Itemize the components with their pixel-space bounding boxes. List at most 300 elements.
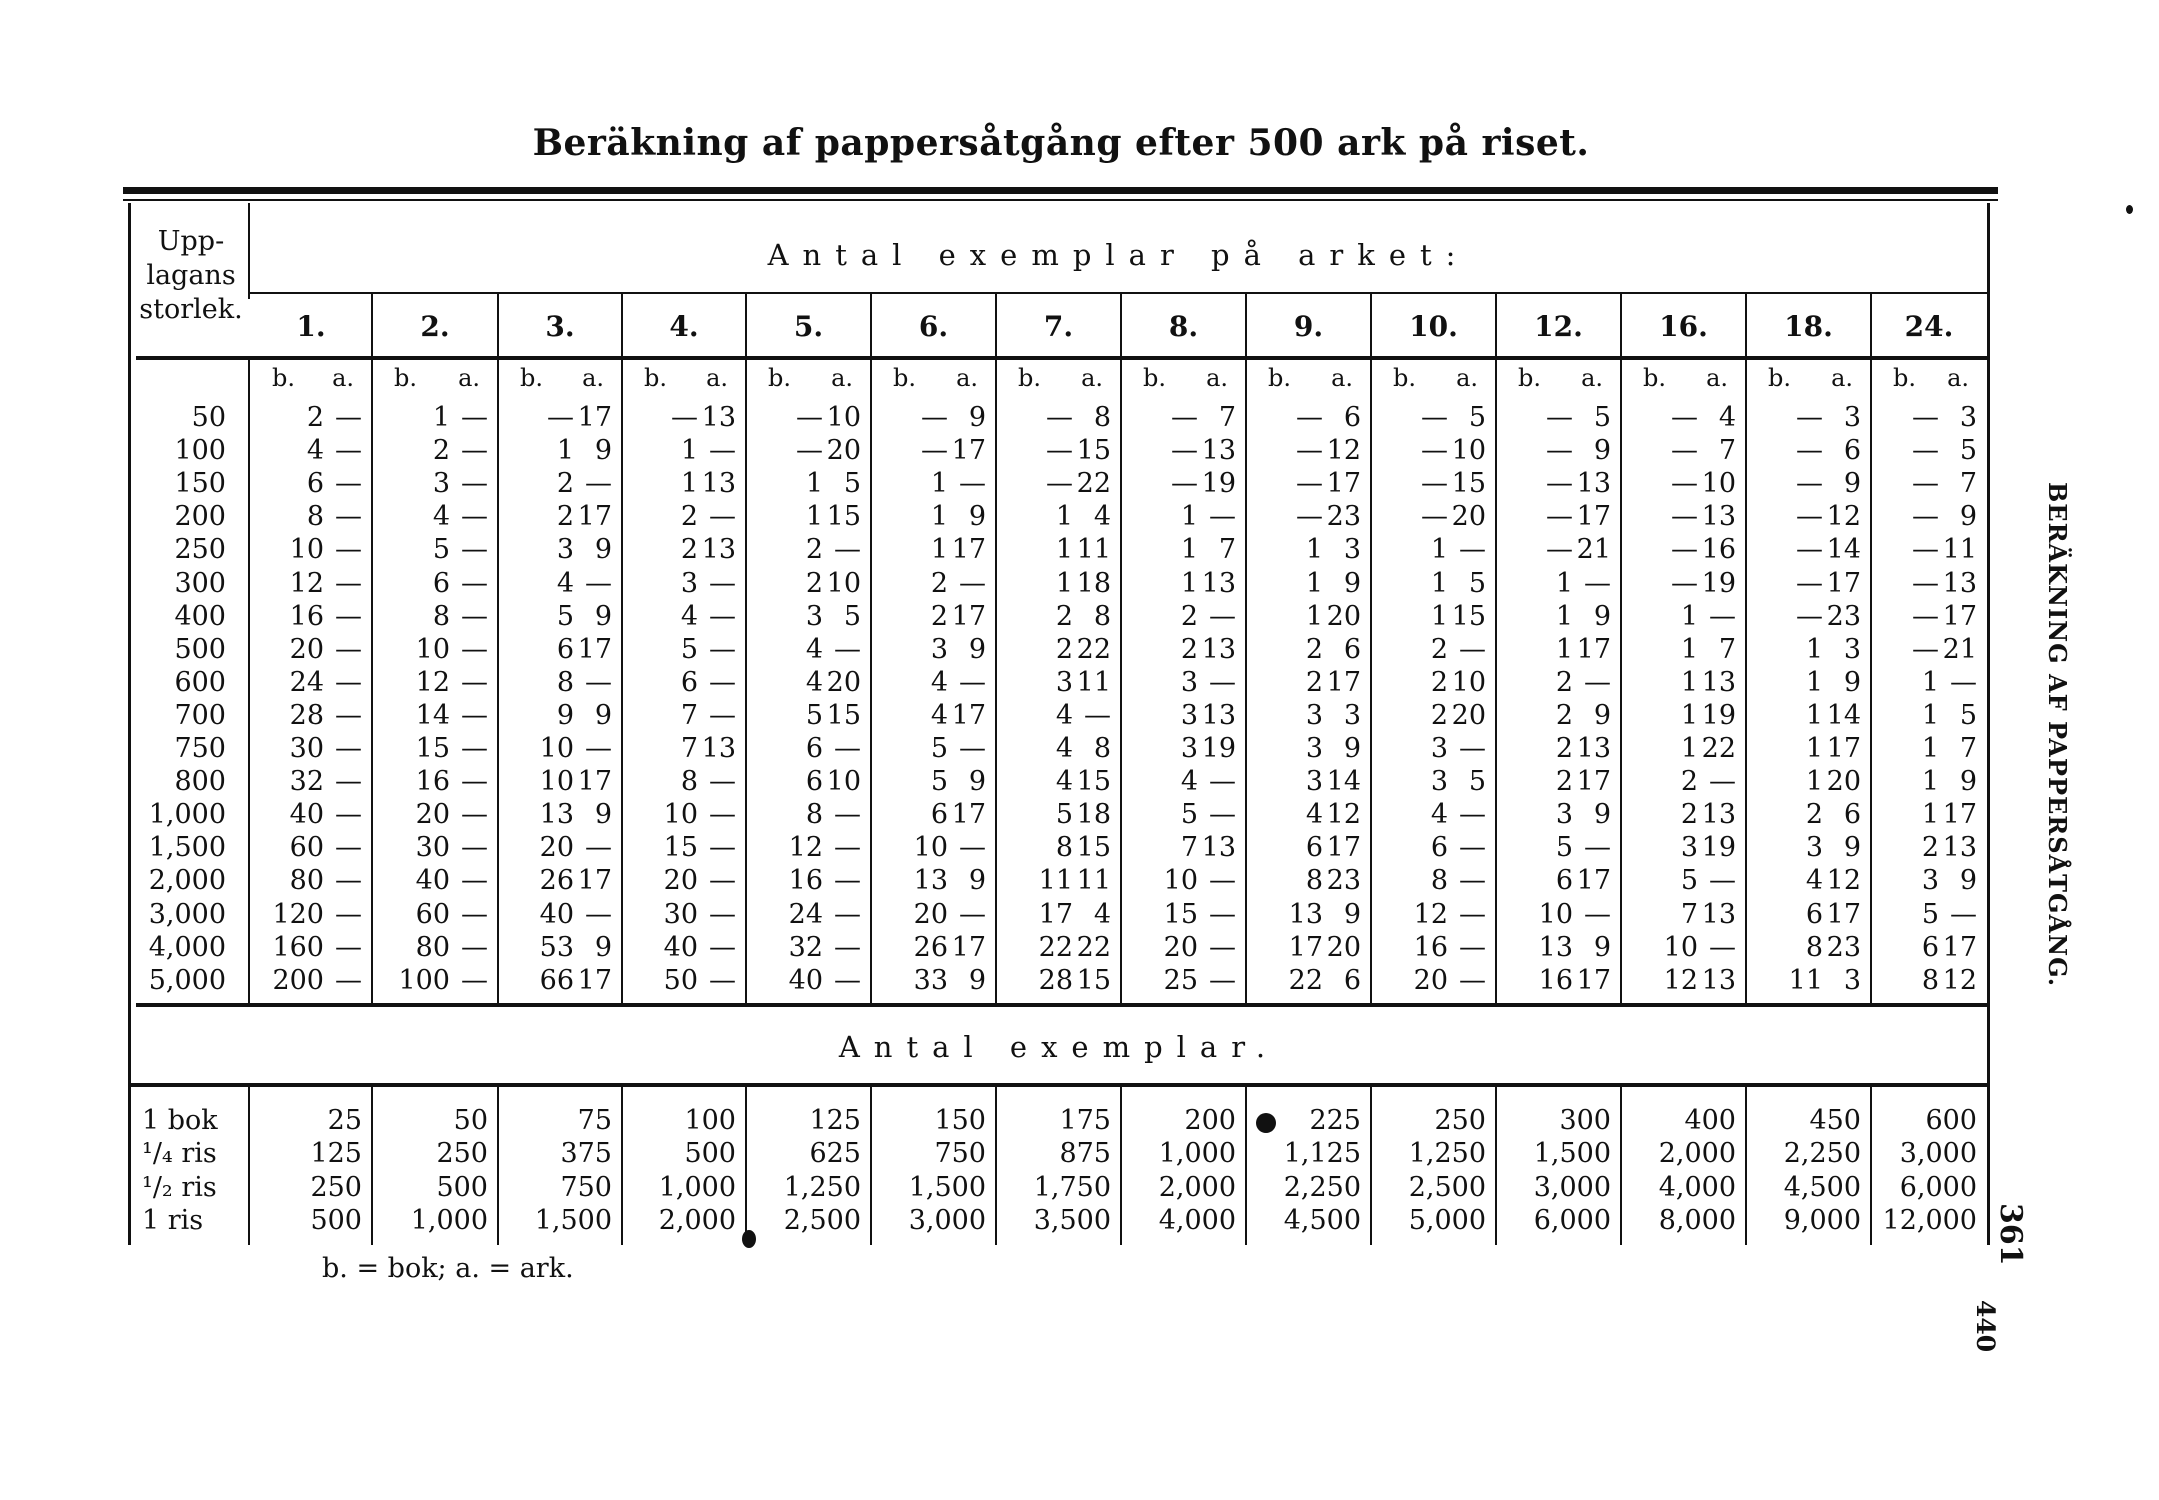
bottom-cell: 2,250 xyxy=(1283,1172,1361,1203)
bottom-cell: 1,000 xyxy=(410,1205,488,1236)
cell-ark: — xyxy=(959,468,986,499)
table-cell xyxy=(498,401,622,434)
column-number: 2. xyxy=(420,310,450,343)
cell-ark: — xyxy=(335,733,362,764)
cell-ark: — xyxy=(335,534,362,565)
cell-ark: 3 xyxy=(1959,402,1977,433)
table-cell xyxy=(1246,633,1371,666)
cell-ark: 6 xyxy=(1843,799,1861,830)
cell-ark: 3 xyxy=(1843,965,1861,996)
cell-ark: 12 xyxy=(1326,435,1361,466)
bottom-cell: 500 xyxy=(436,1172,488,1203)
cell-ark: 13 xyxy=(1942,832,1977,863)
cell-ark: 22 xyxy=(1076,932,1111,963)
cell-ark: 21 xyxy=(1942,634,1977,665)
cell-ark: 17 xyxy=(1826,899,1861,930)
bottom-row-label: ¹/₂ ris xyxy=(142,1172,217,1203)
cell-ark: — xyxy=(709,799,736,830)
bottom-cell: 50 xyxy=(453,1105,488,1136)
table-cell xyxy=(622,633,746,666)
cell-ark: 5 xyxy=(1959,435,1977,466)
table-cell xyxy=(1371,434,1496,467)
cell-ark: 9 xyxy=(968,965,986,996)
table-cell xyxy=(1121,467,1246,500)
cell-bok: 24 xyxy=(788,899,823,930)
header-span: Antal exemplar på arket: xyxy=(767,238,1470,272)
cell-ark: 20 xyxy=(1826,766,1861,797)
table-cell xyxy=(996,666,1121,699)
cell-bok: — xyxy=(1912,601,1939,632)
cell-ark: 7 xyxy=(1718,634,1736,665)
ba-subheader xyxy=(1246,364,1371,394)
table-cell xyxy=(622,732,746,765)
table-cell xyxy=(1371,600,1496,633)
table-cell xyxy=(250,864,372,897)
table-cell xyxy=(996,699,1121,732)
table-cell xyxy=(1496,467,1621,500)
cell-ark: — xyxy=(585,899,612,930)
cell-bok: — xyxy=(1912,501,1939,532)
row-label: 5,000 xyxy=(148,965,226,996)
table-cell xyxy=(1746,500,1871,533)
cell-bok: 1 xyxy=(1680,634,1698,665)
bottom-cell: 750 xyxy=(560,1172,612,1203)
cell-ark: — xyxy=(709,700,736,731)
cell-ark: 9 xyxy=(1959,501,1977,532)
cell-bok: 20 xyxy=(539,832,574,863)
cell-bok: 5 xyxy=(1555,832,1573,863)
cell-ark: — xyxy=(585,468,612,499)
table-cell xyxy=(996,898,1121,931)
cell-bok: 3 xyxy=(805,601,823,632)
cell-bok: 20 xyxy=(913,899,948,930)
table-cell xyxy=(372,732,498,765)
cell-ark: 23 xyxy=(1326,501,1361,532)
cell-bok: 5 xyxy=(805,700,823,731)
cell-ark: 7 xyxy=(1218,402,1236,433)
cell-ark: — xyxy=(461,601,488,632)
table-cell xyxy=(622,831,746,864)
table-cell xyxy=(1121,765,1246,798)
row-label: 3,000 xyxy=(148,899,226,930)
table-cell xyxy=(871,633,996,666)
cell-ark: — xyxy=(1459,832,1486,863)
table-cell xyxy=(1496,434,1621,467)
cell-ark: — xyxy=(709,501,736,532)
cell-ark: — xyxy=(335,501,362,532)
bottom-cell: 125 xyxy=(310,1138,362,1169)
cell-ark: — xyxy=(1084,700,1111,731)
ark-abbr: a. xyxy=(1947,364,1969,392)
cell-bok: 3 xyxy=(1921,865,1939,896)
table-cell xyxy=(1871,798,1987,831)
bottom-cell: 4,000 xyxy=(1158,1205,1236,1236)
table-cell xyxy=(1871,600,1987,633)
cell-bok: 1 xyxy=(1055,501,1073,532)
cell-ark: — xyxy=(335,799,362,830)
table-cell xyxy=(1746,798,1871,831)
cell-ark: — xyxy=(1584,667,1611,698)
table-cell xyxy=(996,467,1121,500)
cell-ark: 14 xyxy=(1826,534,1861,565)
cell-ark: 20 xyxy=(1326,932,1361,963)
table-cell xyxy=(1871,898,1987,931)
cell-bok: 3 xyxy=(1180,667,1198,698)
cell-bok: — xyxy=(1671,534,1698,565)
cell-ark: 13 xyxy=(1701,501,1736,532)
table-cell xyxy=(1621,533,1746,566)
cell-ark: — xyxy=(1459,865,1486,896)
ark-abbr: a. xyxy=(831,364,853,392)
cell-ark: — xyxy=(1209,766,1236,797)
cell-bok: 50 xyxy=(663,965,698,996)
bok-abbr: b. xyxy=(1518,364,1541,392)
bottom-cell: 200 xyxy=(1184,1105,1236,1136)
cell-ark: 9 xyxy=(1343,899,1361,930)
bottom-cell: 1,125 xyxy=(1283,1138,1361,1169)
table-cell xyxy=(1621,765,1746,798)
column-number: 12. xyxy=(1534,310,1583,343)
table-cell xyxy=(372,931,498,964)
cell-ark: 17 xyxy=(951,534,986,565)
cell-ark: — xyxy=(834,965,861,996)
cell-ark: 17 xyxy=(1576,865,1611,896)
row-label: 1,500 xyxy=(148,832,226,863)
table-cell xyxy=(1621,567,1746,600)
cell-bok: — xyxy=(921,435,948,466)
table-cell xyxy=(1496,600,1621,633)
table-cell xyxy=(1371,467,1496,500)
cell-bok: 16 xyxy=(1538,965,1573,996)
bottom-cell: 8,000 xyxy=(1658,1205,1736,1236)
cell-ark: — xyxy=(461,932,488,963)
cell-ark: — xyxy=(1209,965,1236,996)
cell-bok: — xyxy=(1546,435,1573,466)
table-cell xyxy=(622,798,746,831)
cell-bok: 16 xyxy=(289,601,324,632)
table-cell xyxy=(498,500,622,533)
table-cell xyxy=(1121,898,1246,931)
cell-ark: — xyxy=(335,899,362,930)
cell-ark: — xyxy=(461,832,488,863)
cell-ark: — xyxy=(1459,799,1486,830)
table-cell xyxy=(1246,931,1371,964)
bok-abbr: b. xyxy=(272,364,295,392)
column-number: 9. xyxy=(1293,310,1324,343)
cell-bok: 4 xyxy=(1430,799,1448,830)
column-number: 6. xyxy=(918,310,949,343)
ark-abbr: a. xyxy=(1331,364,1353,392)
table-cell xyxy=(996,831,1121,864)
table-cell xyxy=(622,401,746,434)
table-frame-right xyxy=(1987,203,1990,1245)
table-cell xyxy=(1246,765,1371,798)
cell-bok: 13 xyxy=(539,799,574,830)
cell-ark: — xyxy=(834,634,861,665)
table-cell xyxy=(1246,964,1371,997)
cell-bok: 10 xyxy=(663,799,698,830)
row-label: 250 xyxy=(174,534,226,565)
cell-bok: 25 xyxy=(1163,965,1198,996)
table-cell xyxy=(372,401,498,434)
cell-bok: 13 xyxy=(1538,932,1573,963)
table-cell xyxy=(1496,831,1621,864)
bottom-cell: 75 xyxy=(577,1105,612,1136)
ba-subheader xyxy=(1121,364,1246,394)
cell-ark: 23 xyxy=(1326,865,1361,896)
cell-ark: — xyxy=(1584,899,1611,930)
cell-ark: 9 xyxy=(968,766,986,797)
ba-subheader xyxy=(372,364,498,394)
table-cell xyxy=(250,434,372,467)
table-cell xyxy=(1496,732,1621,765)
cell-ark: 20 xyxy=(1451,501,1486,532)
table-cell xyxy=(498,533,622,566)
bottom-cell: 500 xyxy=(684,1138,736,1169)
table-cell xyxy=(871,898,996,931)
column-number: 3. xyxy=(545,310,575,343)
cell-bok: — xyxy=(1912,402,1939,433)
table-cell xyxy=(1496,931,1621,964)
cell-bok: 6 xyxy=(805,733,823,764)
bottom-cell: 4,500 xyxy=(1783,1172,1861,1203)
cell-bok: 26 xyxy=(539,865,574,896)
cell-bok: 2 xyxy=(1305,634,1323,665)
table-cell xyxy=(1871,533,1987,566)
cell-bok: — xyxy=(1296,501,1323,532)
table-cell xyxy=(1621,600,1746,633)
table-cell xyxy=(1121,500,1246,533)
cell-bok: — xyxy=(1296,402,1323,433)
cell-ark: — xyxy=(1459,634,1486,665)
table-cell xyxy=(871,699,996,732)
table-cell xyxy=(871,567,996,600)
cell-ark: — xyxy=(1584,832,1611,863)
cell-bok: 2 xyxy=(1805,799,1823,830)
table-cell xyxy=(1371,533,1496,566)
cell-bok: 1 xyxy=(1921,799,1939,830)
cell-bok: 5 xyxy=(930,733,948,764)
table-cell xyxy=(498,798,622,831)
table-cell xyxy=(996,567,1121,600)
table-cell xyxy=(746,567,871,600)
table-cell xyxy=(1496,666,1621,699)
cell-bok: — xyxy=(1546,402,1573,433)
cell-ark: 13 xyxy=(701,534,736,565)
table-cell xyxy=(372,434,498,467)
cell-ark: — xyxy=(1209,865,1236,896)
cell-bok: 3 xyxy=(1180,700,1198,731)
column-number: 5. xyxy=(793,310,824,343)
cell-ark: 9 xyxy=(1959,865,1977,896)
cell-ark: 3 xyxy=(1343,534,1361,565)
table-cell xyxy=(1496,500,1621,533)
table-cell xyxy=(1871,500,1987,533)
bottom-cell: 3,500 xyxy=(1033,1205,1111,1236)
table-cell xyxy=(498,567,622,600)
cell-bok: 5 xyxy=(930,766,948,797)
cell-ark: 17 xyxy=(577,501,612,532)
cell-bok: — xyxy=(1296,435,1323,466)
table-cell xyxy=(1871,567,1987,600)
table-cell xyxy=(1746,600,1871,633)
cell-ark: 15 xyxy=(1076,435,1111,466)
table-cell xyxy=(1496,699,1621,732)
table-cell xyxy=(746,931,871,964)
cell-bok: 1 xyxy=(1555,568,1573,599)
row-label: 50 xyxy=(191,402,226,433)
table-cell xyxy=(372,633,498,666)
table-cell xyxy=(1621,699,1746,732)
cell-ark: 4 xyxy=(1093,899,1111,930)
table-cell xyxy=(1621,798,1746,831)
cell-ark: 5 xyxy=(1468,568,1486,599)
cell-bok: 12 xyxy=(1663,965,1698,996)
table-cell xyxy=(746,633,871,666)
table-cell xyxy=(1746,633,1871,666)
bottom-cell: 1,250 xyxy=(1408,1138,1486,1169)
table-cell xyxy=(746,831,871,864)
table-cell xyxy=(746,798,871,831)
table-cell xyxy=(996,765,1121,798)
cell-ark: 9 xyxy=(594,601,612,632)
top-rule-thick xyxy=(123,187,1998,194)
bottom-cell: 100 xyxy=(684,1105,736,1136)
table-cell xyxy=(1746,964,1871,997)
cell-ark: 13 xyxy=(701,733,736,764)
cell-bok: — xyxy=(1546,534,1573,565)
table-cell xyxy=(622,467,746,500)
cell-ark: — xyxy=(1709,932,1736,963)
table-cell xyxy=(372,600,498,633)
cell-ark: 22 xyxy=(1076,634,1111,665)
table-cell xyxy=(622,699,746,732)
table-cell xyxy=(1746,533,1871,566)
bottom-cell: 225 xyxy=(1309,1105,1361,1136)
cell-ark: 13 xyxy=(1701,799,1736,830)
cell-ark: 20 xyxy=(1451,700,1486,731)
table-cell xyxy=(1246,467,1371,500)
cell-bok: 15 xyxy=(415,733,450,764)
column-number: 24. xyxy=(1904,310,1954,343)
cell-bok: 5 xyxy=(432,534,450,565)
cell-bok: 11 xyxy=(1038,865,1073,896)
cell-ark: — xyxy=(461,733,488,764)
cell-bok: 1 xyxy=(1921,700,1939,731)
cell-bok: 26 xyxy=(913,932,948,963)
table-cell xyxy=(1746,732,1871,765)
cell-ark: 17 xyxy=(1826,568,1861,599)
cell-ark: 13 xyxy=(701,468,736,499)
cell-bok: 2 xyxy=(1680,766,1698,797)
cell-bok: 7 xyxy=(1180,832,1198,863)
cell-bok: 60 xyxy=(415,899,450,930)
ark-abbr: a. xyxy=(332,364,354,392)
cell-ark: 14 xyxy=(1826,700,1861,731)
table-cell xyxy=(746,765,871,798)
cell-bok: — xyxy=(1671,501,1698,532)
cell-ark: 17 xyxy=(577,865,612,896)
cell-ark: 13 xyxy=(1201,832,1236,863)
cell-bok: 3 xyxy=(1680,832,1698,863)
cell-bok: — xyxy=(1171,435,1198,466)
cell-bok: 4 xyxy=(306,435,324,466)
cell-bok: 1 xyxy=(1055,568,1073,599)
cell-ark: 23 xyxy=(1826,601,1861,632)
cell-bok: — xyxy=(1671,568,1698,599)
cell-bok: 1 xyxy=(1805,733,1823,764)
table-cell xyxy=(498,633,622,666)
cell-ark: 19 xyxy=(1701,700,1736,731)
cell-ark: 12 xyxy=(1826,501,1861,532)
cell-bok: 40 xyxy=(663,932,698,963)
cell-ark: 10 xyxy=(1701,468,1736,499)
cell-ark: — xyxy=(335,468,362,499)
cell-ark: 17 xyxy=(1576,766,1611,797)
table-cell xyxy=(250,798,372,831)
cell-ark: 5 xyxy=(843,601,861,632)
row-label: 100 xyxy=(174,435,226,466)
cell-bok: 9 xyxy=(556,700,574,731)
bok-abbr: b. xyxy=(644,364,667,392)
ark-abbr: a. xyxy=(458,364,480,392)
cell-bok: 40 xyxy=(289,799,324,830)
table-cell xyxy=(1621,732,1746,765)
cell-bok: — xyxy=(1796,501,1823,532)
cell-bok: 6 xyxy=(680,667,698,698)
cell-bok: 3 xyxy=(556,534,574,565)
stub-divider xyxy=(248,203,250,299)
footnote: b. = bok; a. = ark. xyxy=(322,1253,574,1284)
cell-ark: — xyxy=(1209,932,1236,963)
bottom-cell: 175 xyxy=(1059,1105,1111,1136)
cell-ark: — xyxy=(461,435,488,466)
bottom-cell: 250 xyxy=(436,1138,488,1169)
cell-bok: 3 xyxy=(1430,733,1448,764)
cell-ark: 20 xyxy=(1326,601,1361,632)
table-cell xyxy=(1371,798,1496,831)
table-cell xyxy=(871,434,996,467)
cell-ark: — xyxy=(959,733,986,764)
table-cell xyxy=(1621,401,1746,434)
ark-abbr: a. xyxy=(1456,364,1478,392)
table-cell xyxy=(1621,666,1746,699)
cell-ark: 20 xyxy=(826,667,861,698)
cell-ark: — xyxy=(585,832,612,863)
bok-abbr: b. xyxy=(1018,364,1041,392)
cell-bok: 2 xyxy=(432,435,450,466)
table-cell xyxy=(250,533,372,566)
cell-ark: — xyxy=(834,534,861,565)
cell-ark: — xyxy=(709,965,736,996)
cell-ark: 17 xyxy=(577,634,612,665)
cell-ark: — xyxy=(1459,733,1486,764)
cell-ark: 9 xyxy=(968,501,986,532)
cell-ark: 17 xyxy=(1942,799,1977,830)
table-cell xyxy=(996,600,1121,633)
table-cell xyxy=(1246,500,1371,533)
table-cell xyxy=(746,898,871,931)
cell-ark: — xyxy=(834,799,861,830)
ink-blot xyxy=(742,1230,756,1248)
cell-bok: 16 xyxy=(1413,932,1448,963)
table-cell xyxy=(1621,864,1746,897)
table-cell xyxy=(1121,600,1246,633)
cell-ark: — xyxy=(335,700,362,731)
cell-bok: 30 xyxy=(289,733,324,764)
cell-bok: 1 xyxy=(556,435,574,466)
cell-bok: 1 xyxy=(930,501,948,532)
